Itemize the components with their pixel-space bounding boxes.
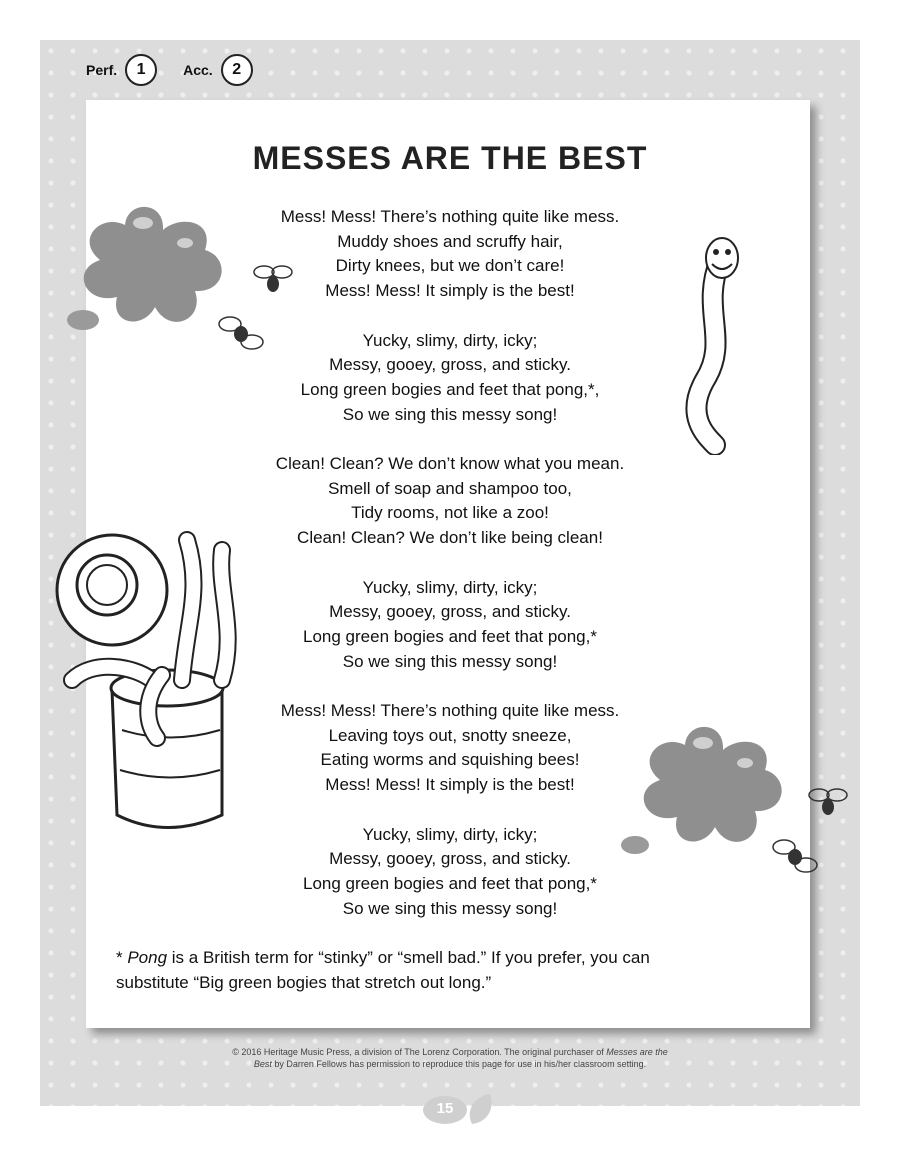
worm-icon [670,230,750,455]
acc-label: Acc. [183,62,213,78]
lyric-line: Clean! Clean? We don’t like being clean! [297,528,603,548]
page-number: 15 [436,1099,454,1117]
song-title: MESSES ARE THE BEST [252,140,648,176]
lyric-line: Yucky, slimy, dirty, icky; [362,577,538,597]
splat-icon [55,195,235,340]
lyric-line: So we sing this messy song! [342,651,558,671]
footnote-line: substitute “Big green bogies that stretch out long.” [116,973,492,992]
lyric-line: Messy, gooey, gross, and sticky. [329,849,571,869]
lyric-line: Messy, gooey, gross, and sticky. [329,355,571,375]
perf-track-badge: 1 [125,54,157,86]
copyright-title: Messes are the [606,1047,668,1057]
stanza [220,452,680,551]
lyric-line: Eating worms and squishing bees! [320,750,580,770]
lyric-line: Yucky, slimy, dirty, icky; [362,330,538,350]
footnote-star: * [116,948,128,967]
lyrics [220,205,680,946]
lyric-line: Dirty knees, but we don’t care! [335,256,565,276]
lyric-line: Long green bogies and feet that pong,* [303,873,597,893]
lyric-line: Tidy rooms, not like a zoo! [351,503,549,523]
lyric-line: Mess! Mess! It simply is the best! [325,281,575,301]
lyric-line: Messy, gooey, gross, and sticky. [329,602,571,622]
lyric-line: Leaving toys out, snotty sneeze, [328,725,572,745]
lyric-line: Long green bogies and feet that pong,* [303,626,597,646]
stanza [220,823,680,922]
lyric-line: So we sing this messy song! [342,898,558,918]
copyright-title: Best [253,1059,272,1069]
lyric-line: Long green bogies and feet that pong,*, [300,379,600,399]
lyric-line: So we sing this messy song! [342,404,558,424]
stanza [220,576,680,675]
stanza [220,699,680,798]
copyright-text: by Darren Fellows has permission to reproduce this page for use in his/her classroom setting. [271,1059,647,1069]
acc-track-badge: 2 [221,54,253,86]
footnote [116,945,756,995]
stanza [220,205,680,304]
footnote-line [116,945,756,970]
lyric-line: Mess! Mess! There’s nothing quite like mess. [280,701,620,720]
track-badges [86,55,271,85]
lyric-line: Mess! Mess! There’s nothing quite like mess. [280,207,620,226]
lyric-line: Smell of soap and shampoo too, [328,478,572,498]
copyright-notice [180,1046,720,1070]
stanza [220,329,680,428]
perf-label: Perf. [86,62,118,78]
lyric-line: Muddy shoes and scruffy hair, [337,231,563,251]
fly-icon [770,835,822,879]
copyright-text: © 2016 Heritage Music Press, a division of The Lorenz Corporation. The original purchaser of [232,1047,607,1057]
lyric-line: Mess! Mess! It simply is the best! [325,775,575,795]
lyric-line: Yucky, slimy, dirty, icky; [362,824,538,844]
lyric-line: Clean! Clean? We don’t know what you mean. [275,454,625,473]
footnote-term: Pong [127,948,168,967]
fly-icon [805,785,851,819]
footnote-text: is a British term for “stinky” or “smell bad.” If you prefer, you can [167,948,650,967]
